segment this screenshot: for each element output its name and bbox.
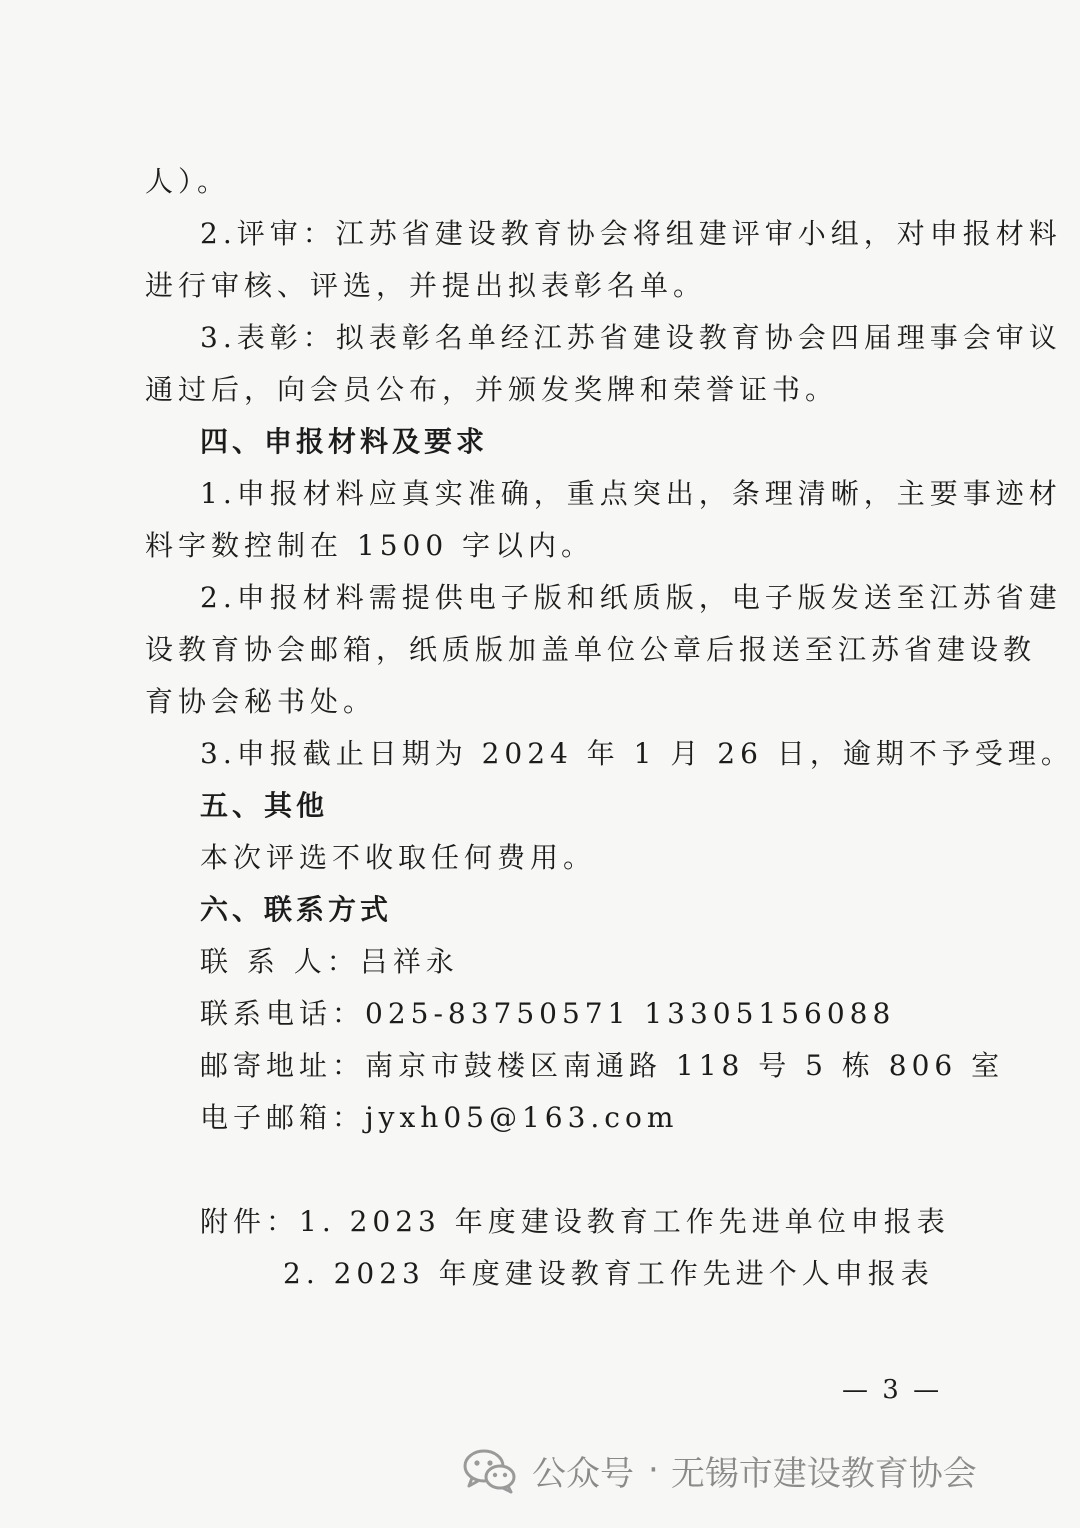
page-number: — 3 —: [842, 1375, 943, 1405]
section-heading-materials: 四、申报材料及要求: [200, 425, 489, 458]
wechat-watermark: [462, 1440, 977, 1500]
section-heading-other: 五、其他: [200, 789, 329, 822]
contact-person: 联 系 人：吕祥永: [200, 945, 459, 978]
body-line-08: 料字数控制在 1500 字以内。: [145, 529, 595, 562]
body-line-01: 人）。: [145, 165, 231, 198]
contact-address: 邮寄地址：南京市鼓楼区南通路 118 号 5 栋 806 室: [200, 1049, 1005, 1082]
section-heading-contact: 六、联系方式: [200, 893, 393, 926]
body-line-12: 3.申报截止日期为 2024 年 1 月 26 日，逾期不予受理。: [200, 737, 1074, 770]
body-line-10: 设教育协会邮箱，纸质版加盖单位公章后报送至江苏省建设教: [145, 633, 1037, 666]
body-line-03: 进行审核、评选，并提出拟表彰名单。: [145, 269, 707, 302]
attachment-2: 2. 2023 年度建设教育工作先进个人申报表: [283, 1257, 934, 1290]
body-line-02: 2.评审：江苏省建设教育协会将组建评审小组，对申报材料: [200, 217, 1062, 250]
watermark-prefix: 公众号: [532, 1453, 634, 1494]
body-line-14: 本次评选不收取任何费用。: [200, 841, 597, 874]
body-line-04: 3.表彰：拟表彰名单经江苏省建设教育协会四届理事会审议: [200, 321, 1062, 354]
body-line-07: 1.申报材料应真实准确，重点突出，条理清晰，主要事迹材: [200, 477, 1062, 510]
body-line-09: 2.申报材料需提供电子版和纸质版，电子版发送至江苏省建: [200, 581, 1062, 614]
contact-phone: 联系电话：025-83750571 13305156088: [200, 997, 896, 1030]
watermark-account: 无锡市建设教育协会: [670, 1453, 977, 1494]
wechat-icon: [462, 1446, 518, 1494]
contact-email: 电子邮箱：jyxh05@163.com: [200, 1101, 679, 1134]
attachment-1: 附件：1. 2023 年度建设教育工作先进单位申报表: [200, 1205, 950, 1238]
body-line-11: 育协会秘书处。: [145, 685, 377, 718]
body-line-05: 通过后，向会员公布，并颁发奖牌和荣誉证书。: [145, 373, 839, 406]
watermark-separator: ·: [648, 1450, 659, 1490]
